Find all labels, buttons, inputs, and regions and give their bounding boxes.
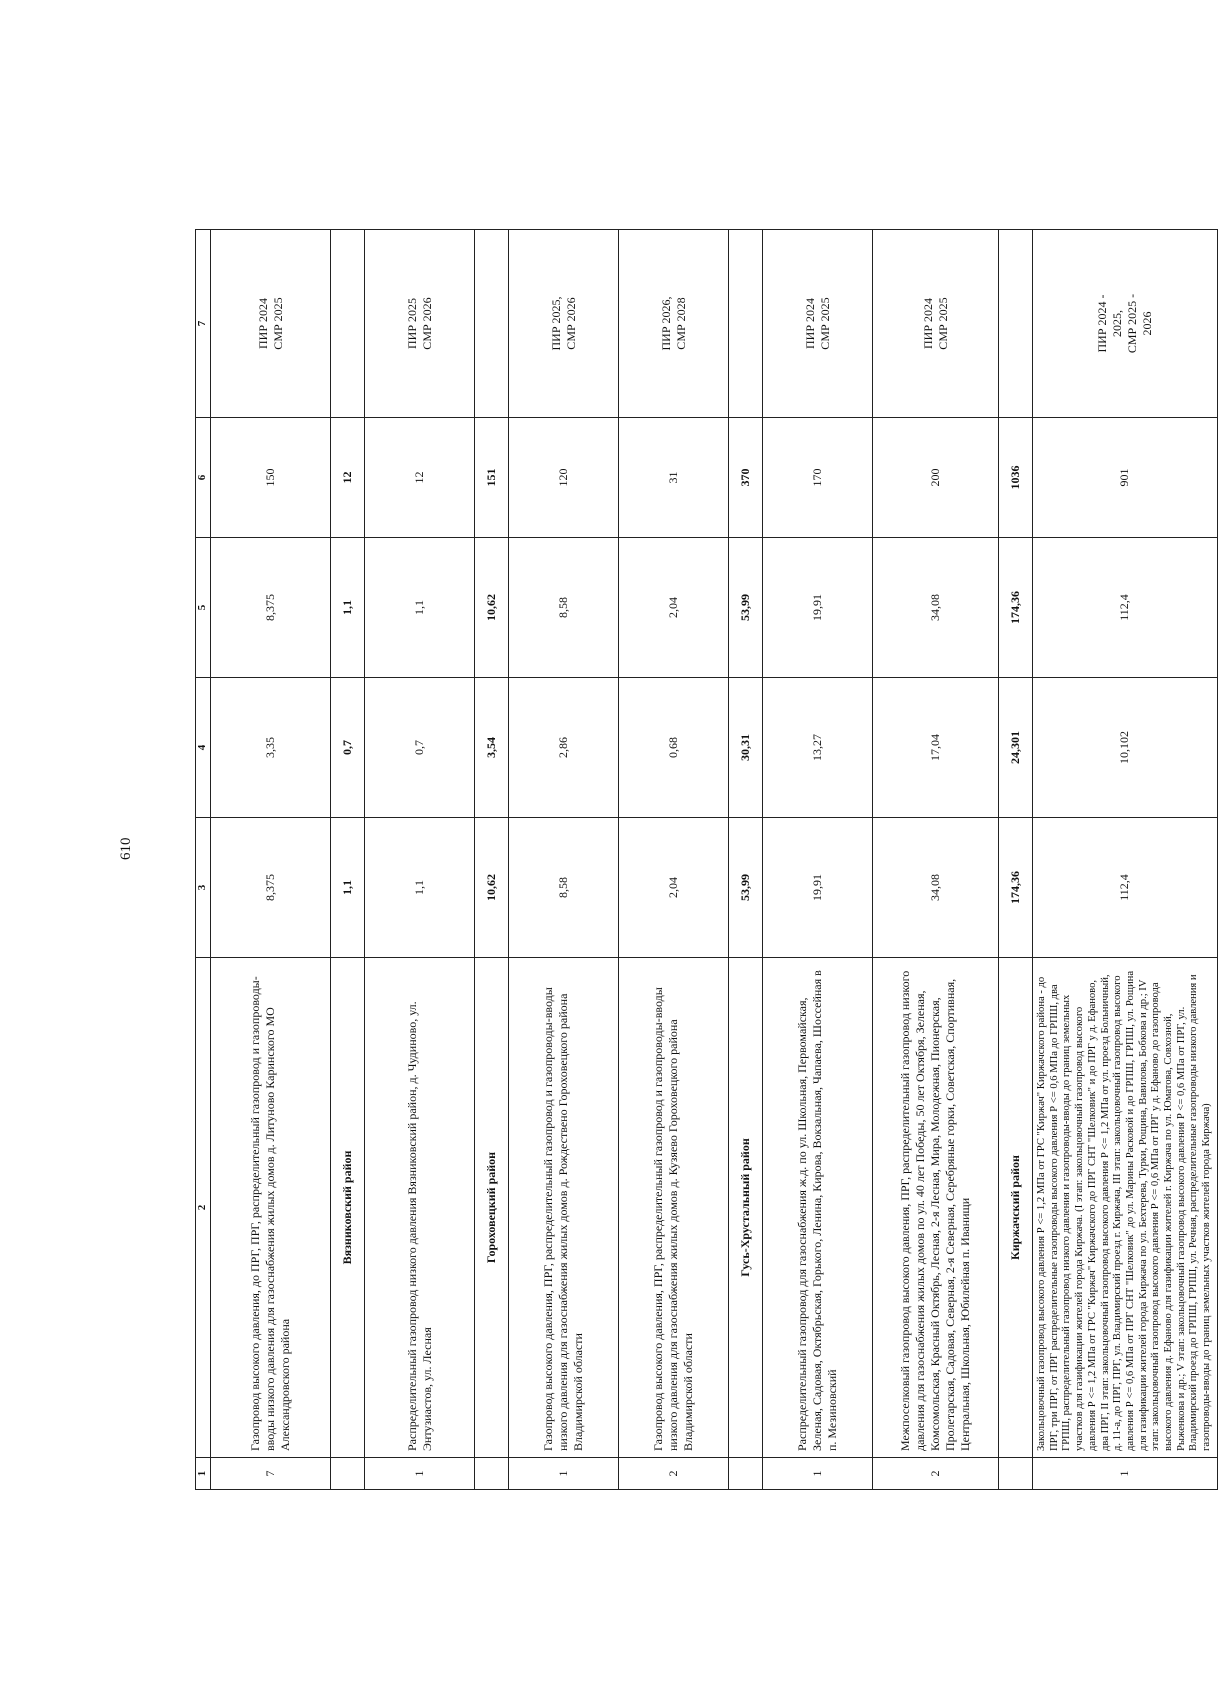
header-row	[196, 230, 211, 1490]
row-number-cell: 2	[619, 1458, 729, 1490]
length-cell: 2,04	[619, 818, 729, 958]
length-cell: 112,4	[1033, 538, 1218, 678]
length-cell: 53,99	[729, 818, 763, 958]
length-cell: 10,62	[475, 818, 509, 958]
table-wrap	[195, 230, 1213, 1490]
schedule-cell: ПИР 2025, СМР 2026	[509, 230, 619, 418]
length-cell: 19,91	[763, 538, 873, 678]
schedule-cell	[331, 230, 365, 418]
length-cell: 1,1	[331, 818, 365, 958]
row-number-cell: 7	[211, 1458, 331, 1490]
header-cell: 7	[196, 230, 211, 418]
length-cell: 34,08	[873, 538, 999, 678]
header-cell: 1	[196, 1458, 211, 1490]
households-cell: 120	[509, 418, 619, 538]
row-number-cell: 1	[763, 1458, 873, 1490]
header-cell: 2	[196, 958, 211, 1458]
value-cell: 2,86	[509, 678, 619, 818]
value-cell: 0,68	[619, 678, 729, 818]
value-cell: 17,04	[873, 678, 999, 818]
value-cell: 10,102	[1033, 678, 1218, 818]
table-row	[1033, 230, 1218, 1490]
table-row	[509, 230, 619, 1490]
object-description: Газопровод высокого давления, ПРГ, распределительный газопровод и газопроводы-вводы низкого давления для газоснабжения жилых домов д. Кузяево Гороховецкого района Владимирской области	[619, 958, 729, 1458]
table-row	[211, 230, 331, 1490]
object-description: Газопровод высокого давления, ПРГ, распределительный газопровод и газопроводы-вводы низкого давления для газоснабжения жилых домов д. Рождествено Гороховецкого района Владимирской области	[509, 958, 619, 1458]
households-cell: 151	[475, 418, 509, 538]
length-cell: 8,375	[211, 818, 331, 958]
length-cell: 1,1	[331, 538, 365, 678]
table-row	[619, 230, 729, 1490]
table-row	[365, 230, 475, 1490]
district-title: Вязниковский район	[331, 958, 365, 1458]
households-cell: 31	[619, 418, 729, 538]
schedule-cell: ПИР 2024 - 2025, СМР 2025 - 2026	[1033, 230, 1218, 418]
length-cell: 112,4	[1033, 818, 1218, 958]
households-cell: 12	[331, 418, 365, 538]
schedule-cell: ПИР 2026, СМР 2028	[619, 230, 729, 418]
length-cell: 34,08	[873, 818, 999, 958]
households-cell: 150	[211, 418, 331, 538]
length-cell: 174,36	[999, 538, 1033, 678]
object-description: Межпоселковый газопровод высокого давления, ПРГ, распределительный газопровод низкого давления для газоснабжения жилых домов по ул. 40 лет Победы, 50 лет Октября, Зеленая, Комсомольская, Красный Октябрь, Лесная, 2-я Лесная, Мира, Молодежная, Пионерская, Пролетарская, Садовая, Северная, 2-я Северная, Серебряные горки, Советская, Спортивная, Центральная, Школьная, Юбилейная п. Иванищи	[873, 958, 999, 1458]
header-cell: 4	[196, 678, 211, 818]
length-cell: 2,04	[619, 538, 729, 678]
households-cell: 901	[1033, 418, 1218, 538]
length-cell: 8,375	[211, 538, 331, 678]
value-cell: 30,31	[729, 678, 763, 818]
length-cell: 53,99	[729, 538, 763, 678]
row-number-cell	[729, 1458, 763, 1490]
length-cell: 8,58	[509, 818, 619, 958]
row-number-cell	[331, 1458, 365, 1490]
header-cell: 3	[196, 818, 211, 958]
rotated-table-area	[195, 230, 1213, 1490]
value-cell: 13,27	[763, 678, 873, 818]
table-row	[873, 230, 999, 1490]
section-row	[999, 230, 1033, 1490]
section-row	[475, 230, 509, 1490]
row-number-cell: 1	[365, 1458, 475, 1490]
length-cell: 8,58	[509, 538, 619, 678]
schedule-cell	[999, 230, 1033, 418]
length-cell: 19,91	[763, 818, 873, 958]
schedule-cell	[729, 230, 763, 418]
row-number-cell: 2	[873, 1458, 999, 1490]
households-cell: 200	[873, 418, 999, 538]
value-cell: 3,54	[475, 678, 509, 818]
row-number-cell: 1	[1033, 1458, 1218, 1490]
header-cell: 6	[196, 418, 211, 538]
page-number: 610	[118, 837, 134, 860]
length-cell: 174,36	[999, 818, 1033, 958]
schedule-cell: ПИР 2025 СМР 2026	[365, 230, 475, 418]
value-cell: 24,301	[999, 678, 1033, 818]
length-cell: 1,1	[365, 538, 475, 678]
table-row	[763, 230, 873, 1490]
value-cell: 0,7	[331, 678, 365, 818]
section-row	[729, 230, 763, 1490]
schedule-cell: ПИР 2024 СМР 2025	[873, 230, 999, 418]
households-cell: 370	[729, 418, 763, 538]
section-row	[331, 230, 365, 1490]
households-cell: 1036	[999, 418, 1033, 538]
row-number-cell	[475, 1458, 509, 1490]
object-description: Распределительный газопровод низкого давления Вязниковский район, д. Чудиново, ул. Энтузиастов, ул. Лесная	[365, 958, 475, 1458]
schedule-cell: ПИР 2024 СМР 2025	[211, 230, 331, 418]
value-cell: 0,7	[365, 678, 475, 818]
object-description: Закольцовочный газопровод высокого давления Р <= 1,2 МПа от ГРС "Киржач" Киржачского района - до ПРГ, три ПРГ, от ПРГ распределительные газопроводы высокого давления Р <= 0,6 МПа до ГРПШ, два ГРПШ, распределительный газопровод низкого давления и газопроводы-вводы до границ земельных участков для газификации жителей города Киржача. (I этап: закольцовочный газопровод высокого давления Р <= 1,2 МПа от ГРС "Киржач" Киржачского до ПРГ СНТ "Шелковик" и до ПРГ у д. Ефаново, два ПРГ, II этап: закольцовочный газопровод высокого давления Р <= 1,2 МПа от ул. проезд Больничный, д. 11-а, до ПРГ, ПРГ, ул. Владимирский проезд г. Киржача, III этап: закольцовочный газопровод высокого давления Р <= 0,6 МПа от ПРГ СНТ "Шелковик" до ул. Марины Расковой и до ГРПШ, ГРПШ, ул. Рощина для газификации жителей города Киржача по ул. Бехтерева, Турки, Рощина, Вавилова, Бобкова и др.; IV этап: закольцовочный газопровод высокого давления Р <= 0,6 МПа от ПРГ у д. Ефаново до газопровода высокого давления д. Ефаново для газификации жителей г. Киржача по ул. Юматова, Совхозной, Рыженкова и др.; V этап: закольцовочный газопровод высокого давления Р <= 0,6 МПа от ПРГ, ул. Владимирский проезд до ГРПШ, ГРПШ, ул. Речная, распределительные газопроводы низкого давления и газопроводы-вводы до границ земельных участков жителей города Киржача)	[1033, 958, 1218, 1458]
households-cell: 170	[763, 418, 873, 538]
gas-pipeline-table	[195, 229, 1218, 1490]
header-cell: 5	[196, 538, 211, 678]
row-number-cell	[999, 1458, 1033, 1490]
length-cell: 1,1	[365, 818, 475, 958]
district-title: Гусь-Хрустальный район	[729, 958, 763, 1458]
object-description: Распределительный газопровод для газоснабжения ж.д. по ул. Школьная, Первомайская, Зеленая, Садовая, Октябрьская, Горького, Ленина, Кирова, Вокзальная, Чапаева, Шоссейная в п. Мезиновский	[763, 958, 873, 1458]
length-cell: 10,62	[475, 538, 509, 678]
schedule-cell	[475, 230, 509, 418]
row-number-cell: 1	[509, 1458, 619, 1490]
object-description: Газопровод высокого давления, до ПРГ, ПРГ, распределительный газопровод и газопроводы-вводы низкого давления для газоснабжения жилых домов д. Литуново Каринского МО Александровского района	[211, 958, 331, 1458]
value-cell: 3,35	[211, 678, 331, 818]
households-cell: 12	[365, 418, 475, 538]
district-title: Гороховецкий район	[475, 958, 509, 1458]
schedule-cell: ПИР 2024 СМР 2025	[763, 230, 873, 418]
district-title: Киржачский район	[999, 958, 1033, 1458]
